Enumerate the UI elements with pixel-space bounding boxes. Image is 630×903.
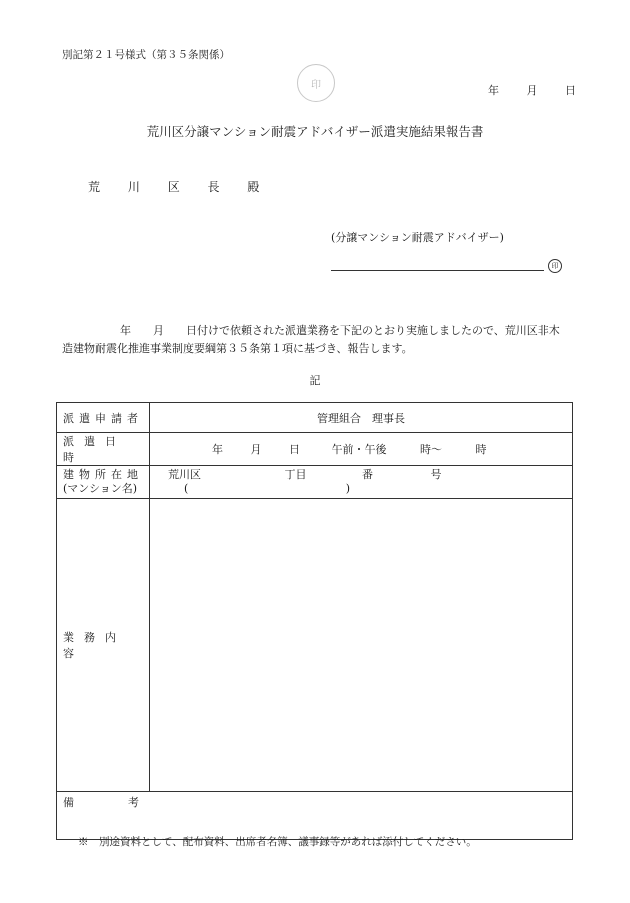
dispatch-month: 月 bbox=[250, 443, 262, 456]
remarks-label-2: 考 bbox=[128, 796, 139, 809]
report-date bbox=[488, 82, 576, 98]
body-line-1: 年 月 日付けで依頼された派遣業務を下記のとおり実施しましたので、荒川区非木 bbox=[120, 324, 560, 337]
addressee-char: 殿 bbox=[247, 180, 260, 194]
table-row-content bbox=[57, 499, 573, 792]
date-year: 年 bbox=[488, 84, 499, 97]
remarks-label-1: 備 bbox=[63, 796, 74, 809]
footnote: ※ 別途資料として、配布資料、出席者名簿、議事録等があれば添付してください。 bbox=[78, 836, 477, 848]
location-label bbox=[57, 466, 150, 499]
dispatch-datetime-field[interactable] bbox=[150, 433, 573, 466]
table-row-dispatch bbox=[57, 433, 573, 466]
location-chome: 丁目 bbox=[284, 468, 307, 481]
date-month: 月 bbox=[526, 84, 538, 97]
seal-icon: 印 bbox=[548, 259, 562, 273]
location-address-line bbox=[156, 468, 566, 482]
dispatch-ampm: 午前・午後 bbox=[331, 443, 387, 456]
dispatch-to: 時 bbox=[475, 443, 487, 456]
advisor-label: (分譲マンション耐震アドバイザー) bbox=[331, 231, 504, 244]
table-row-remarks bbox=[57, 792, 573, 840]
seal-placeholder-circle bbox=[297, 64, 335, 102]
body-line-2: 造建物耐震化推進事業制度要綱第３５条第１項に基づき、報告します。 bbox=[62, 342, 413, 355]
dispatch-from: 時～ bbox=[420, 443, 442, 456]
seal-placeholder-text: 印 bbox=[311, 79, 321, 91]
location-ward: 荒川区 bbox=[168, 468, 201, 481]
addressee-char: 川 bbox=[127, 180, 140, 194]
location-mansion-line bbox=[156, 482, 566, 496]
dispatch-year: 年 bbox=[212, 443, 223, 456]
location-label-mansion: (マンション名) bbox=[63, 482, 138, 495]
addressee-char: 荒 bbox=[88, 180, 101, 194]
addressee bbox=[88, 178, 283, 195]
date-day: 日 bbox=[565, 84, 576, 97]
report-body bbox=[62, 322, 574, 358]
table-row-location bbox=[57, 466, 573, 499]
location-paren-close: ) bbox=[345, 482, 351, 495]
applicant-label: 派遣申請者 bbox=[57, 403, 150, 433]
signature-line[interactable] bbox=[331, 270, 544, 271]
table-row-applicant bbox=[57, 403, 573, 433]
addressee-char: 区 bbox=[167, 180, 180, 194]
location-ban: 番 bbox=[362, 468, 373, 481]
report-table bbox=[56, 402, 573, 840]
location-field[interactable] bbox=[150, 466, 573, 499]
location-go: 号 bbox=[430, 468, 442, 481]
ki-marker: 記 bbox=[309, 374, 321, 387]
form-id: 別記第２１号様式（第３５条関係） bbox=[62, 49, 230, 61]
document-title: 荒川区分譲マンション耐震アドバイザー派遣実施結果報告書 bbox=[146, 124, 484, 139]
remarks-field[interactable] bbox=[57, 792, 573, 840]
content-field[interactable] bbox=[150, 499, 573, 792]
content-label: 業務内容 bbox=[57, 499, 150, 792]
dispatch-day: 日 bbox=[289, 443, 300, 456]
location-paren-open: ( bbox=[184, 482, 189, 495]
location-label-main: 建物所在地 bbox=[63, 468, 143, 481]
dispatch-label: 派遣日時 bbox=[57, 433, 150, 466]
applicant-field[interactable]: 管理組合 理事長 bbox=[150, 403, 573, 433]
addressee-char: 長 bbox=[207, 180, 220, 194]
